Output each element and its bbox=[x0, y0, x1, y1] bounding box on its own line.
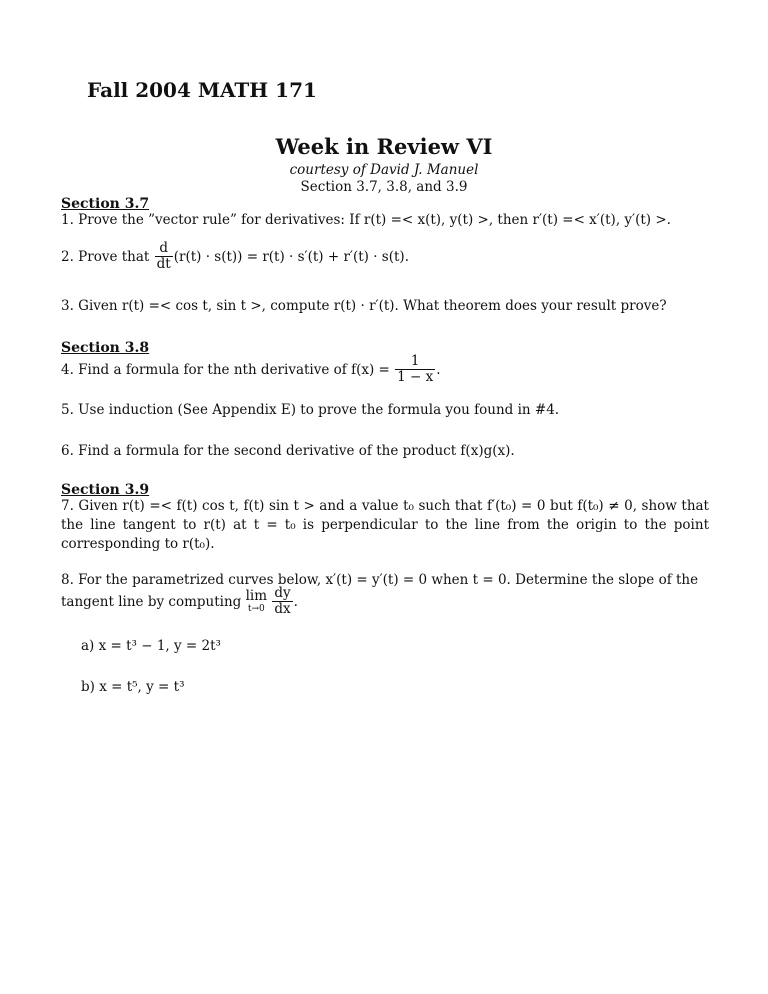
problem-4-prefix: 4. Find a formula for the nth derivative of f(x) = bbox=[61, 361, 390, 378]
limit-operator bbox=[246, 589, 267, 614]
problem-5: 5. Use induction (See Appendix E) to prove the formula you found in #4. bbox=[61, 402, 560, 418]
limit-label: lim bbox=[245, 588, 268, 604]
problem-8-prefix: tangent line by computing bbox=[61, 593, 242, 610]
course-title: Fall 2004 MATH 171 bbox=[87, 78, 317, 102]
section-heading-3-8: Section 3.8 bbox=[61, 340, 150, 356]
problem-2-rest: (r(t) · s(t)) = r(t) · s′(t) + r′(t) · s(t). bbox=[173, 248, 409, 265]
fraction-denominator: 1 − x bbox=[397, 369, 434, 385]
fraction-numerator: d bbox=[159, 240, 168, 256]
fraction-denominator: dx bbox=[274, 601, 291, 617]
section-heading-3-9: Section 3.9 bbox=[61, 482, 150, 498]
problem-4-suffix: . bbox=[436, 361, 441, 378]
problem-1: 1. Prove the ”vector rule” for derivatives: If r(t) =< x(t), y(t) >, then r′(t) =< x′(t), y′(t) >. bbox=[61, 212, 671, 228]
slope-fraction bbox=[272, 586, 292, 617]
problem-8-line-2 bbox=[61, 586, 298, 617]
sections-line: Section 3.7, 3.8, and 3.9 bbox=[300, 179, 468, 195]
problem-8b: b) x = t⁵, y = t³ bbox=[81, 679, 185, 695]
function-fraction bbox=[395, 354, 435, 385]
fraction-numerator: 1 bbox=[410, 353, 420, 369]
problem-7: 7. Given r(t) =< f(t) cos t, f(t) sin t > and a value t₀ such that f′(t₀) = 0 but f(t₀) ≠ 0, show that the line tangent to r(t) at t = t₀ is perpendicular to the line from the origin to the point corresponding to r(t₀). bbox=[61, 498, 709, 552]
fraction-numerator: dy bbox=[274, 585, 291, 601]
page-title: Week in Review VI bbox=[275, 134, 493, 159]
problem-6: 6. Find a formula for the second derivative of the product f(x)g(x). bbox=[61, 443, 515, 459]
limit-subscript: t→0 bbox=[247, 604, 265, 614]
problem-8-line-1: 8. For the parametrized curves below, x′(t) = y′(t) = 0 when t = 0. Determine the slope of the bbox=[61, 572, 699, 588]
section-heading-3-7: Section 3.7 bbox=[61, 196, 150, 212]
derivative-fraction bbox=[155, 241, 173, 272]
fraction-denominator: dt bbox=[156, 256, 171, 272]
courtesy-line: courtesy of David J. Manuel bbox=[289, 162, 479, 178]
problem-2 bbox=[61, 241, 409, 272]
problem-8-suffix: . bbox=[293, 593, 298, 610]
problem-3: 3. Given r(t) =< cos t, sin t >, compute r(t) · r′(t). What theorem does your result prove? bbox=[61, 298, 667, 314]
problem-4 bbox=[61, 354, 441, 385]
problem-8a: a) x = t³ − 1, y = 2t³ bbox=[81, 638, 221, 654]
problem-2-prefix: 2. Prove that bbox=[61, 248, 150, 265]
